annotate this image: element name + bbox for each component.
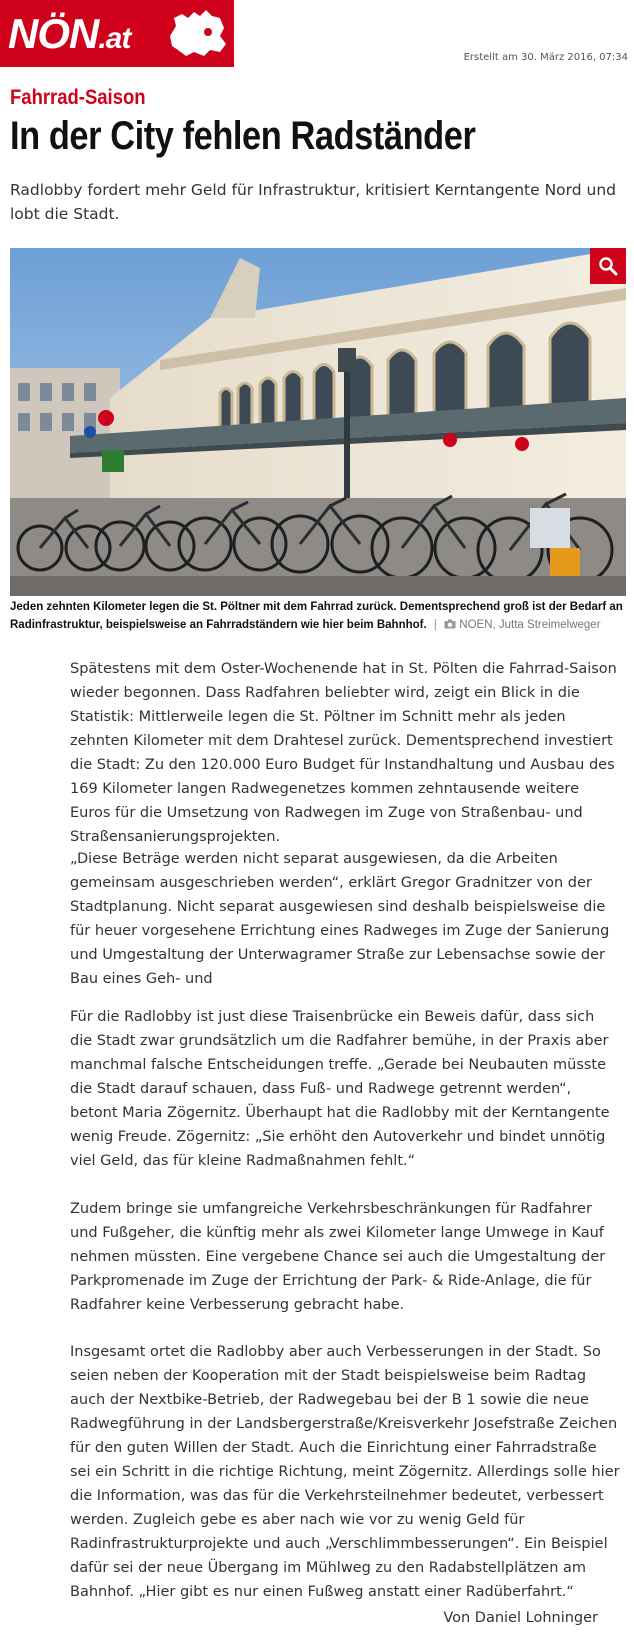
article-paragraph: Für die Radlobby ist just diese Traisenbrücke ein Beweis dafür, dass sich die Stadt zwar grundsätzlich um die Radfahrer bemühe, in der Praxis aber manchmal falsche Entscheidungen treffe. „Gerade bei Neubauten müsste die Stadt darauf schauen, dass Fuß- und Radwege getrennt werden“, betont Maria Zögernitz. Überhaupt hat die Radlobby mit der Kerntangente wenig Freude. Zögernitz: „Sie erhöht den Autoverkehr und bindet unnötig viel Geld, das für kleine Radmaßnahmen fehlt.“ [70, 1009, 610, 1169]
train-station-photo [10, 248, 626, 596]
article-image[interactable] [10, 248, 626, 596]
caption-separator: | [433, 619, 437, 631]
article-lead: Radlobby fordert mehr Geld für Infrastruktur, kritisiert Kerntangente Nord und lobt die Stadt. [10, 181, 617, 223]
created-timestamp: Erstellt am 30. März 2016, 07:34 [463, 52, 628, 63]
logo-text [8, 9, 131, 57]
article-author: Von Daniel Lohninger [443, 1610, 598, 1626]
article-paragraph: „Diese Beträge werden nicht separat ausgewiesen, da die Arbeiten gemeinsam ausgeschrieben werden“, erklärt Gregor Gradnitzer von der Stadtplanung. Nicht separat ausgewiesen sind deshalb beispielsweise die für heuer vorgesehene Errichtung eines Radweges im Zuge der Sanierung und Umgestaltung der Unterwagramer Straße zur Lebensachse sowie der Bau eines Geh- und [70, 851, 610, 987]
article-kicker: Fahrrad-Saison [10, 86, 146, 109]
logo-main: NÖN [8, 9, 99, 57]
zoom-image-button[interactable] [590, 248, 626, 284]
article-headline: In der City fehlen Radständer [10, 114, 476, 158]
search-icon [598, 256, 618, 276]
camera-icon [444, 619, 456, 629]
lower-austria-map-icon [164, 6, 230, 60]
logo-suffix: .at [98, 21, 131, 55]
image-caption [10, 598, 626, 634]
caption-text: Jeden zehnten Kilometer legen die St. Pöltner mit dem Fahrrad zurück. Dementsprechend groß ist der Bedarf an Radinfrastruktur, beispielsweise an Fahrradständern wie hier beim Bahnhof. [10, 601, 623, 631]
site-header [0, 0, 634, 80]
article-paragraph: Spätestens mit dem Oster-Wochenende hat in St. Pölten die Fahrrad-Saison wieder begonnen. Dass Radfahren beliebter wird, zeigt ein Blick in die Statistik: Mittlerweile legen die St. Pöltner im Schnitt mehr als jeden zehnten Kilometer mit dem Drahtesel zurück. Dementsprechend investiert die Stadt: Zu den 120.000 Euro Budget für Instandhaltung und Ausbau des 169 Kilometer langen Radwegenetzes kommen zehntausende weitere Euros für die Umsetzung von Radwegen im Zuge von Straßenbau- und Straßensanierungsprojekten. [70, 661, 617, 845]
photo-credit: NOEN, Jutta Streimelweger [459, 619, 601, 631]
site-logo[interactable] [0, 0, 234, 67]
article-paragraph: Insgesamt ortet die Radlobby aber auch Verbesserungen in der Stadt. So seien neben der Kooperation mit der Stadt beispielsweise beim Radtag auch der Nextbike-Betrieb, der Radwegebau bei der B 1 sowie die neue Radwegführung in der Landsbergerstraße/Kreisverkehr Josefstraße Zeichen für den guten Willen der Stadt. Auch die Einrichtung einer Fahrradstraße sei ein Schritt in die richtige Richtung, meint Zögernitz. Allerdings solle hier die Information, was das für die Verkehrsteilnehmer bedeutet, verbessert werden. Zugleich gebe es aber nach wie vor zu wenig Geld für Radinfrastrukturprojekte und auch „Verschlimmbesserungen“. Ein Beispiel dafür sei der neue Übergang im Mühlweg zu den Radabstellplätzen am Bahnhof. „Hier gibt es nur einen Fußweg anstatt einer Radüberfahrt.“ [70, 1344, 620, 1600]
article-paragraph: Zudem bringe sie umfangreiche Verkehrsbeschränkungen für Radfahrer und Fußgeher, die künftig mehr als zwei Kilometer lange Umwege in Kauf nehmen müssten. Eine vergebene Chance sei auch die Umgestaltung der Parkpromenade im Zuge der Errichtung der Park- & Ride-Anlage, die für Radfahrer keine Verbesserung gebracht habe. [70, 1201, 606, 1313]
